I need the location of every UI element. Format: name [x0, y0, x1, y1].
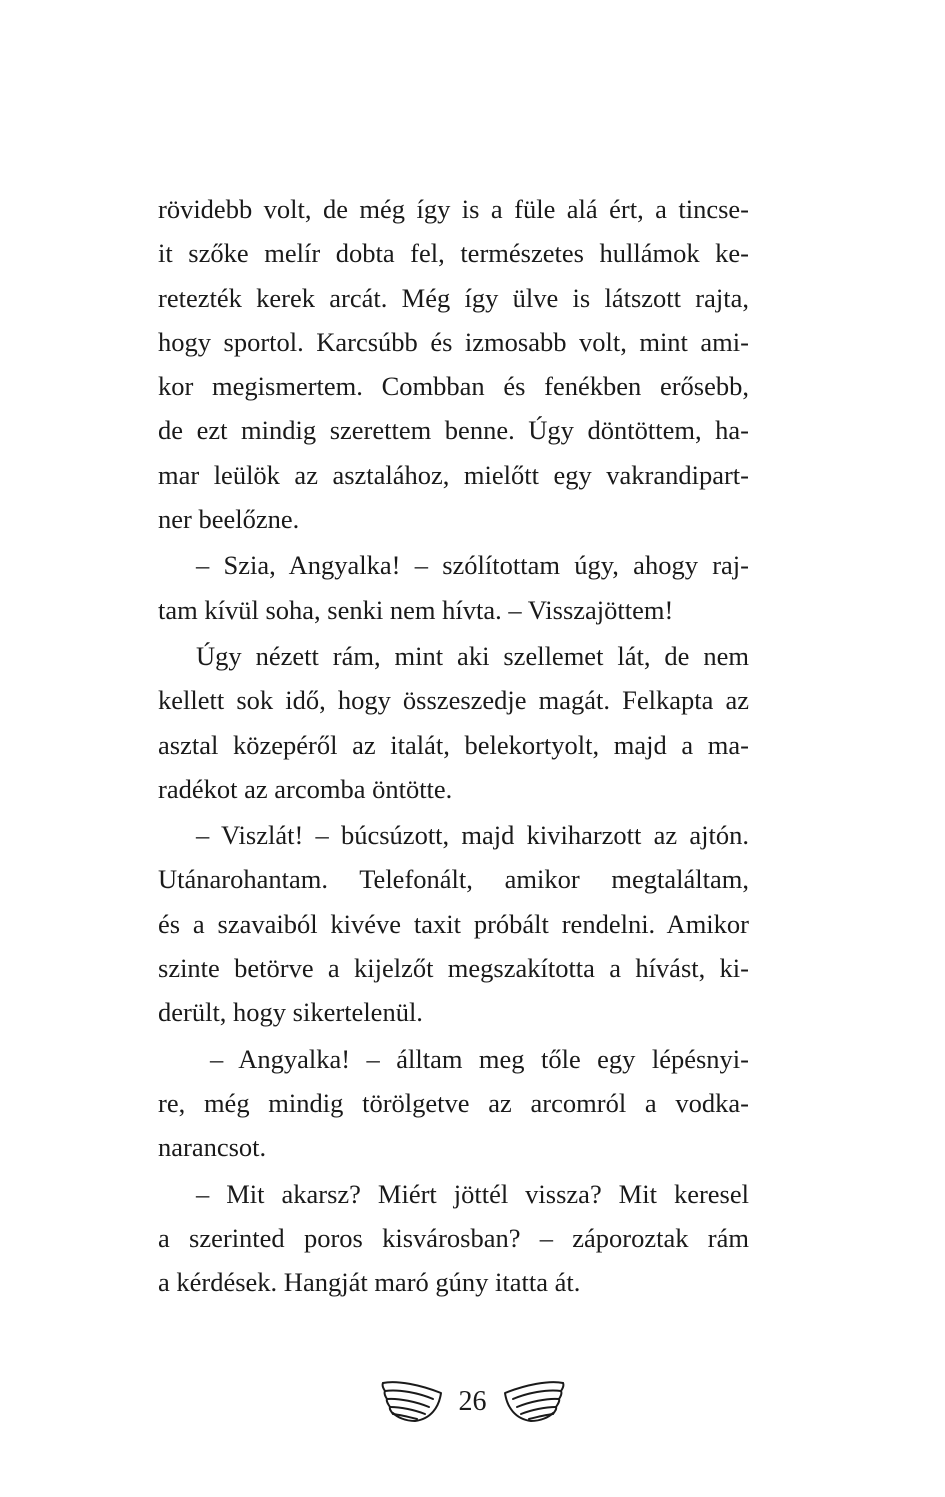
- text-line: derült, hogy sikertelenül.: [158, 997, 423, 1028]
- text-line: szinte betörve a kijelzőt megszakította a hívást, ki-: [158, 953, 749, 984]
- text-line: tam kívül soha, senki nem hívta. – Visszajöttem!: [158, 594, 674, 625]
- text-line: a kérdések. Hangját maró gúny itatta át.: [158, 1267, 581, 1298]
- text-line: hogy sportol. Karcsúbb és izmosabb volt, mint ami-: [158, 326, 749, 357]
- text-line: – Viszlát! – búcsúzott, majd kiviharzott az ajtón.: [196, 820, 749, 851]
- text-line: a szerinted poros kisvárosban? – záporoztak rám: [158, 1222, 749, 1253]
- body-text: [158, 187, 749, 1304]
- paragraph: [158, 187, 749, 541]
- page-number: 26: [458, 1386, 487, 1417]
- paragraph: [158, 813, 749, 1034]
- page-footer: [0, 1374, 945, 1430]
- text-line: – Angyalka! – álltam meg tőle egy lépésnyi-: [210, 1043, 749, 1074]
- text-line: kor megismertem. Combban és fenékben erősebb,: [158, 371, 749, 402]
- text-line: retezték kerek arcát. Még így ülve is látszott rajta,: [158, 282, 749, 313]
- text-line: – Mit akarsz? Miért jöttél vissza? Mit keresel: [196, 1178, 749, 1209]
- paragraph: [158, 1172, 749, 1305]
- text-line: kellett sok idő, hogy összeszedje magát. Felkapta az: [158, 685, 749, 716]
- text-line: és a szavaiból kivéve taxit próbált rendelni. Amikor: [158, 908, 749, 939]
- angel-wing-right-icon: [501, 1377, 565, 1427]
- paragraph: [158, 634, 749, 811]
- text-line: re, még mindig törölgetve az arcomról a vodka-: [158, 1087, 749, 1118]
- text-line: mar leülök az asztalához, mielőtt egy vakrandipart-: [158, 459, 749, 490]
- text-line: de ezt mindig szerettem benne. Úgy döntöttem, ha-: [158, 415, 749, 446]
- text-line: Úgy nézett rám, mint aki szellemet lát, de nem: [196, 640, 749, 671]
- text-line: – Szia, Angyalka! – szólítottam úgy, ahogy raj-: [196, 550, 749, 581]
- paragraph: [158, 1037, 749, 1170]
- text-line: Utánarohantam. Telefonált, amikor megtaláltam,: [158, 864, 749, 895]
- paragraph: [158, 543, 749, 632]
- text-line: narancsot.: [158, 1132, 267, 1163]
- text-line: radékot az arcomba öntötte.: [158, 773, 453, 804]
- text-line: rövidebb volt, de még így is a füle alá ért, a tincse-: [158, 194, 749, 224]
- text-line: asztal közepéről az italát, belekortyolt, majd a ma-: [158, 729, 749, 760]
- text-line: it szőke melír dobta fel, természetes hullámok ke-: [158, 238, 749, 269]
- text-line: ner beelőzne.: [158, 504, 300, 535]
- angel-wing-left-icon: [381, 1377, 445, 1427]
